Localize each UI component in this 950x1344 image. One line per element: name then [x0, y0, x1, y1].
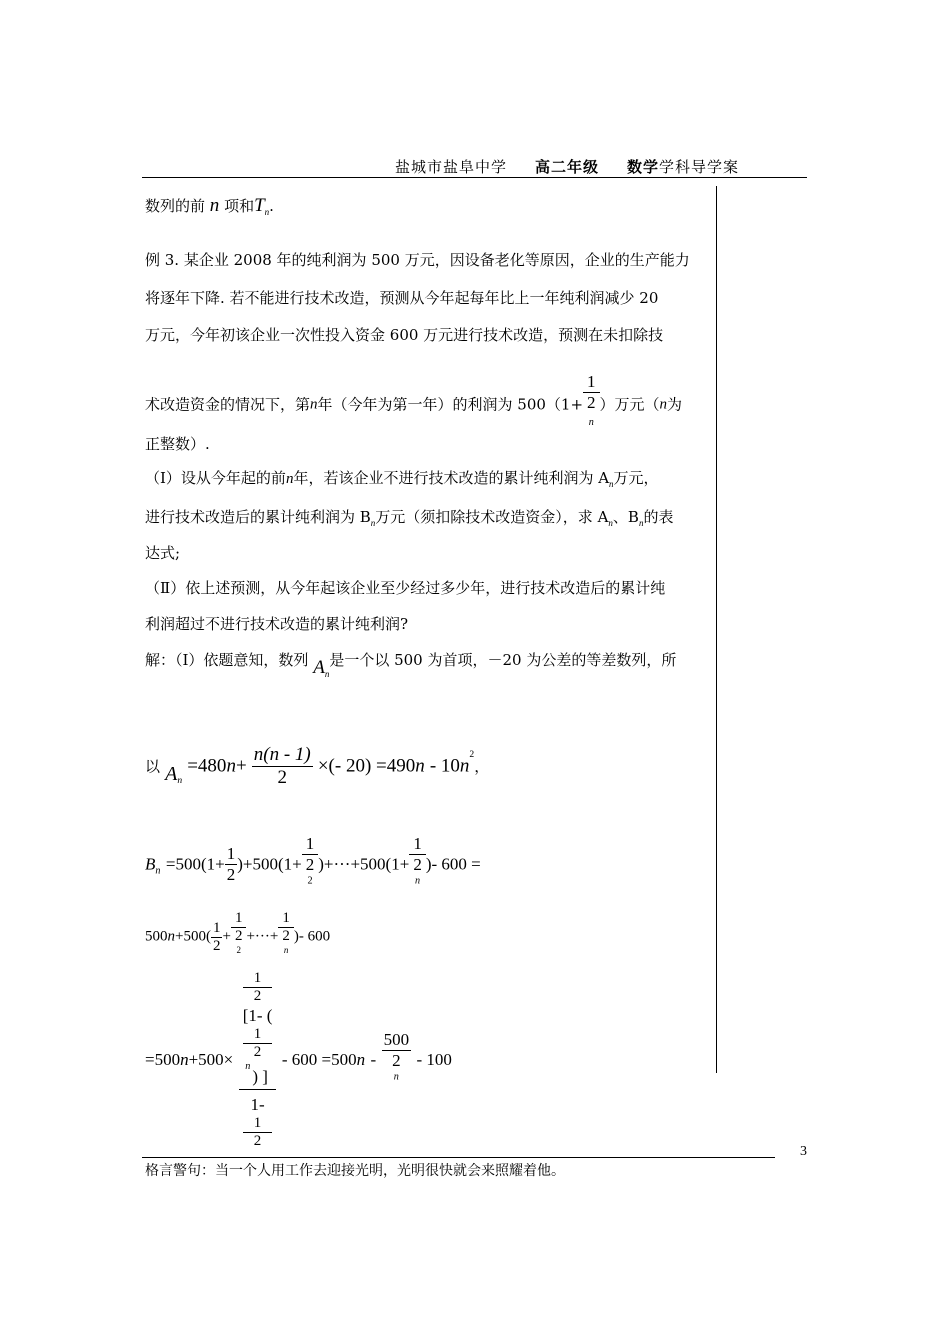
eqC-frac3	[278, 910, 294, 964]
eqC-plus2: +···+	[246, 928, 279, 945]
frac-num: 1	[583, 372, 600, 393]
solution-line1	[145, 650, 677, 679]
sol-var-A: A	[313, 657, 325, 678]
equation-An	[145, 744, 489, 789]
eqA-frac-den: 2	[277, 767, 287, 788]
eqC-f1-den: 2	[212, 937, 221, 954]
line4-d: 为	[667, 395, 683, 414]
sol-prefix: 以	[145, 757, 161, 776]
eqC-f2-den: 2	[234, 928, 243, 944]
subject-label: 数学	[627, 158, 660, 176]
frac-exp: n	[588, 417, 594, 428]
eqD-f-exp: n	[393, 1070, 399, 1082]
eqA-frac-num: n(n - 1)	[253, 744, 311, 765]
school-name: 盐城市盐阜中学	[395, 158, 508, 176]
line4-c: ）万元（	[599, 395, 660, 414]
eqD-n2: n	[356, 1050, 366, 1070]
eqC-t2: +500(	[175, 928, 211, 945]
eqD-nh2-num: 1	[243, 1026, 273, 1044]
example3-line1: 例 3. 某企业 2008 年的纯利润为 500 万元，因设备老化等原因，企业的生产能力	[145, 251, 690, 269]
intro-end: .	[269, 197, 274, 215]
eqD-t4: -	[370, 1050, 377, 1070]
page-number: 3	[800, 1144, 807, 1159]
eqB-f3-den: 2	[413, 855, 422, 874]
eqD-num-exp: n	[245, 1061, 251, 1073]
eqD-t3: - 600 =500	[281, 1050, 357, 1070]
eqD-big-fraction	[239, 970, 277, 1150]
eqB-lhs: B	[145, 854, 156, 874]
part1-n: n	[285, 471, 294, 487]
part2-line2: 利润超过不进行技术改造的累计纯利润?	[145, 615, 409, 633]
eqB-f1-den: 2	[226, 865, 236, 884]
intro-var-T: T	[254, 195, 265, 216]
example3-line3: 万元，今年初该企业一次性投入资金 600 万元进行技术改造，预测在未扣除技	[145, 326, 664, 344]
eqD-dh-num: 1	[243, 1115, 273, 1133]
eqD-den-a: 1-	[250, 1095, 265, 1115]
eqD-num-end: ) ]	[252, 1067, 268, 1087]
part1-a: （Ⅰ）设从今年起的前	[145, 469, 286, 487]
intro-sub-n: n	[264, 207, 270, 217]
eqD-dh-den: 2	[253, 1133, 262, 1150]
line4-b: 年（今年为第一年）的利润为 500（1+	[317, 395, 584, 414]
eqD-big-num	[239, 970, 277, 1090]
eqC-f2-num: 1	[231, 910, 247, 928]
eqB-f2-exp: 2	[307, 875, 313, 887]
eqD-t1: =500	[145, 1050, 181, 1070]
eqC-n: n	[167, 928, 175, 945]
part1-l2-sub: n	[370, 518, 376, 528]
sol-l1-b: 是一个以 500 为首项，－20 为公差的等差数列，所	[329, 651, 677, 669]
eqB-t2: )+500(1+	[237, 854, 302, 874]
eqC-f3-den: 2	[282, 928, 290, 944]
eqD-n: n	[180, 1050, 189, 1070]
eqB-lhs-sub: n	[155, 865, 161, 877]
example3-line2: 将逐年下降. 若不能进行技术改造，预测从今年起每年比上一年纯利润减少 20	[145, 289, 659, 307]
eqA-lhs: A	[165, 763, 178, 785]
eqC-f2-exp: 2	[236, 945, 241, 955]
part1-line3: 达式;	[145, 544, 181, 562]
eqB-t3: )+···+500(1+	[318, 854, 410, 874]
equation-sum	[145, 910, 330, 964]
eqD-t2: +500×	[188, 1050, 234, 1070]
eqC-f3-exp: n	[283, 945, 289, 955]
eqD-frac-final	[382, 1030, 412, 1091]
intro-line	[145, 196, 274, 222]
example3-line5: 正整数）.	[145, 435, 210, 453]
eqB-t1: =500(1+	[165, 854, 225, 874]
eqA-n: n	[226, 755, 236, 777]
part1-l2-d: 的表	[643, 508, 674, 526]
eqB-frac1	[225, 844, 238, 885]
part1-l2-a: 进行技术改造后的累计纯利润为 B	[145, 508, 371, 526]
eqA-lhs-sub: n	[177, 775, 183, 787]
eqB-f3-exp: n	[415, 875, 421, 887]
eqB-f2-num: 1	[302, 834, 319, 855]
eqD-den-half	[241, 1115, 275, 1150]
example3-line4	[145, 372, 682, 437]
eqC-frac1	[211, 920, 223, 955]
part1-l2-sub2: n	[608, 518, 613, 528]
eqB-f3-num: 1	[409, 834, 426, 855]
part1-line2	[145, 507, 673, 533]
part2-line1: （Ⅱ）依上述预测，从今年起该企业至少经过多少年，进行技术改造后的累计纯	[145, 579, 666, 597]
eqC-f3-num: 1	[278, 910, 294, 928]
footer-rule	[142, 1157, 775, 1158]
eqA-part3: - 10	[429, 755, 460, 777]
sol-var-A-sub: n	[324, 669, 330, 679]
part1-b: 年，若该企业不进行技术改造的累计纯利润为 A	[293, 469, 610, 487]
grade-label: 高二年级	[535, 158, 600, 176]
margin-rule	[716, 186, 717, 1073]
eqA-fraction	[252, 744, 313, 789]
eqC-t1: 500	[145, 928, 168, 945]
eqD-t5: - 100	[416, 1050, 452, 1070]
eqD-f-den: 2	[392, 1050, 401, 1070]
eqC-frac2	[231, 910, 247, 964]
line4-n2: n	[659, 396, 668, 413]
eqB-f1-num: 1	[226, 844, 236, 863]
eqB-frac2	[302, 834, 319, 895]
part1-sub: n	[609, 479, 614, 489]
part1-line1	[145, 468, 659, 494]
intro-var-n: n	[209, 195, 220, 216]
eqC-plus1: +	[222, 928, 231, 945]
equation-result	[145, 970, 452, 1150]
sol-l1-a: 解：（Ⅰ）依题意知，数列	[145, 651, 309, 669]
part1-l2-sub3: n	[638, 518, 644, 528]
frac-den: 2	[587, 393, 596, 412]
eqD-big-den	[239, 1090, 277, 1150]
eqB-frac3	[409, 834, 426, 895]
eqA-n2: n	[415, 755, 425, 777]
part1-c: 万元，	[613, 469, 659, 487]
intro-text: 数列的前	[145, 197, 206, 215]
eqB-t4: )- 600 =	[425, 854, 481, 874]
page-header	[395, 156, 739, 177]
part1-l2-b: 万元（须扣除技术改造资金），求 A	[375, 508, 609, 526]
eqD-nh2-den: 2	[253, 1044, 262, 1061]
doc-type-label: 学科导学案	[659, 158, 740, 176]
eqA-plus: +	[235, 755, 247, 777]
eqC-t3: )- 600	[293, 928, 331, 945]
intro-text2: 项和	[224, 197, 255, 215]
eqA-part1: =480	[187, 755, 227, 777]
line4-fraction	[583, 372, 600, 437]
eqD-num-half2	[241, 1026, 275, 1061]
eqA-n3: n	[459, 755, 470, 777]
eqC-f1-num: 1	[212, 919, 221, 936]
eqD-nh-den: 2	[253, 988, 262, 1004]
line4-n: n	[310, 396, 318, 413]
line4-a: 术改造资金的情况下，第	[145, 395, 311, 414]
eqA-exp: 2	[469, 749, 475, 760]
part1-l2-c: 、B	[612, 508, 639, 526]
eqB-f2-den: 2	[305, 855, 315, 874]
equation-Bn	[145, 834, 481, 895]
eqD-nh-num: 1	[243, 970, 273, 988]
eqD-f-num: 500	[383, 1029, 410, 1049]
eqD-num-mid: [1- (	[242, 1006, 273, 1026]
eqA-part2: ×(- 20) =490	[317, 755, 416, 777]
eqD-num-half	[241, 970, 275, 1005]
footer-quote: 格言警句：当一个人用工作去迎接光明，光明很快就会来照耀着他。	[145, 1163, 565, 1179]
eqA-end: ，	[474, 757, 490, 776]
header-rule	[142, 177, 807, 178]
